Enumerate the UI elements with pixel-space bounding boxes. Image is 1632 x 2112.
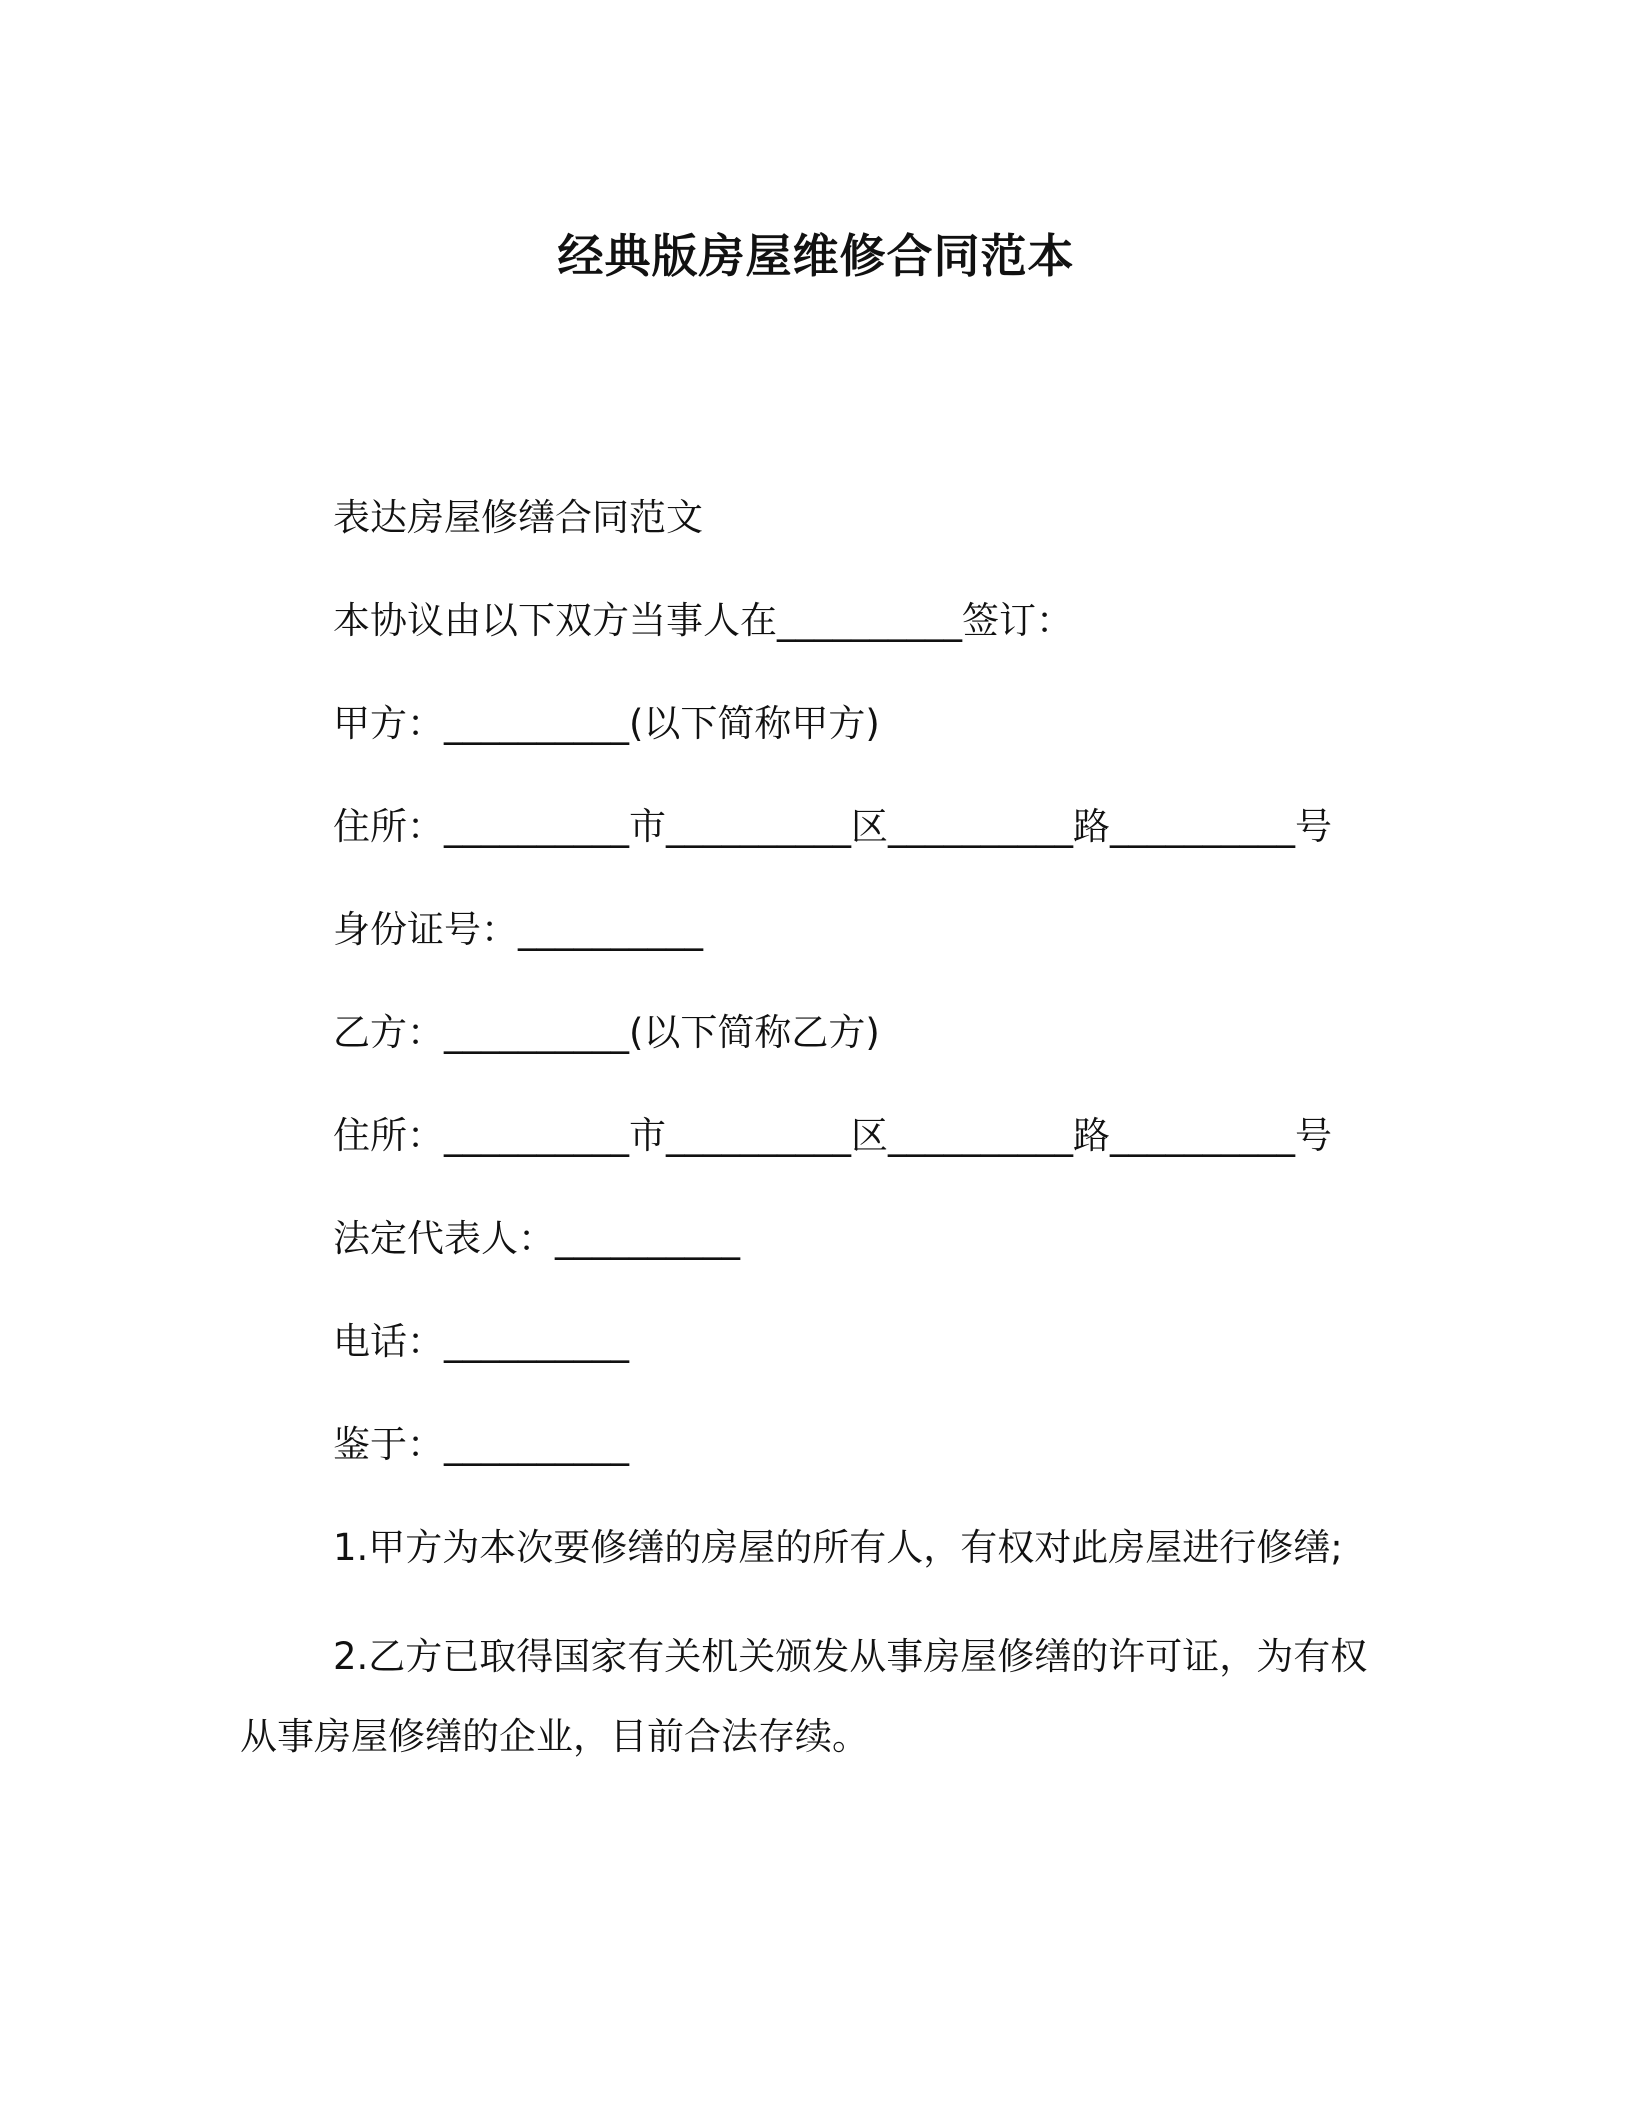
party-b-address-line: 住所：__________市__________区__________路__________号 <box>333 1114 1332 1157</box>
party-a-line: 甲方：__________(以下简称甲方) <box>333 702 880 745</box>
document-title: 经典版房屋维修合同范本 <box>557 229 1075 283</box>
phone-line: 电话：__________ <box>333 1320 629 1363</box>
clause-2-paragraph: 2.乙方已取得国家有关机关颁发从事房屋修缮的许可证，为有权从事房屋修缮的企业，目前合法存续。 <box>240 1635 1368 1758</box>
party-b-line: 乙方：__________(以下简称乙方) <box>333 1011 880 1054</box>
agreement-intro-line: 本协议由以下双方当事人在__________签订： <box>333 599 1073 642</box>
legal-representative-line: 法定代表人：__________ <box>333 1217 740 1260</box>
whereas-line: 鉴于：__________ <box>333 1423 629 1466</box>
party-a-address-line: 住所：__________市__________区__________路__________号 <box>333 805 1332 848</box>
clause-1-line: 1.甲方为本次要修缮的房屋的所有人，有权对此房屋进行修缮; <box>333 1526 1343 1569</box>
subtitle-line: 表达房屋修缮合同范文 <box>333 496 703 539</box>
id-number-line: 身份证号：__________ <box>333 908 703 951</box>
